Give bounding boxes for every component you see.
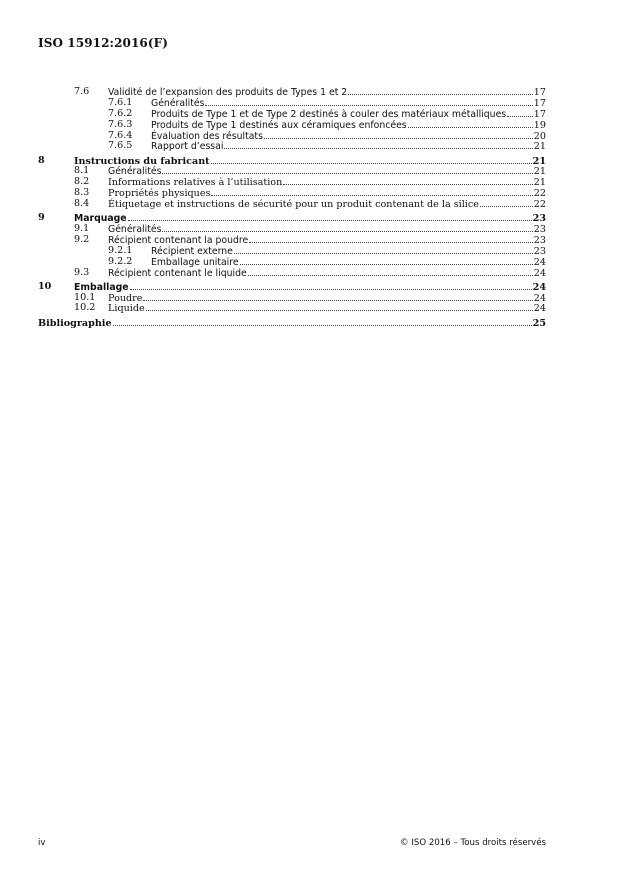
dot-leader [130,282,532,290]
toc-entry[interactable] [38,177,546,188]
dot-leader [162,224,532,232]
dot-leader [234,246,533,254]
toc-entry-title: Récipient contenant le liquide [108,267,247,279]
toc-entry-page: 24 [533,267,546,279]
toc-entry[interactable] [38,224,546,235]
toc-entry-title: Marquage [74,213,127,225]
toc-entry-page: 17 [533,97,546,109]
toc-entry[interactable] [38,188,546,199]
toc-entry-title: Généralités [108,166,162,178]
dot-leader [224,141,532,149]
toc-entry-number: 7.6.5 [108,140,133,152]
dot-leader [264,131,533,139]
toc-entry-number: 9.3 [74,266,90,278]
toc-entry-number: 9.2 [74,233,90,245]
toc-entry-title: Instructions du fabricant [74,155,210,167]
toc-entry-title: Récipient contenant la poudre [108,234,249,246]
dot-leader [146,303,533,311]
toc-entry-number: 8.4 [74,198,90,210]
toc-entry-page: 21 [533,166,546,178]
toc-entry-line [108,199,546,211]
toc-entry-page: 23 [532,213,546,225]
toc-entry-number: 7.6.3 [108,118,133,130]
toc-entry[interactable] [38,156,546,167]
dot-leader [507,109,533,117]
toc-entry-title: Bibliographie [38,317,112,329]
toc-entry-number: 7.6.2 [108,107,133,119]
toc-entry-number: 7.6 [74,86,90,97]
toc-entry-title: Validité de l’expansion des produits de Types 1 et 2 [108,87,348,98]
toc-entry-number: 10.1 [74,291,96,303]
toc-entry-number: 9.1 [74,223,90,235]
toc-entry-page: 21 [533,177,546,189]
toc-entry-line [108,303,546,315]
toc-entry-page: 24 [532,281,546,293]
toc-entry[interactable] [38,293,546,304]
toc-entry-page: 25 [532,317,546,329]
toc-entry-page: 21 [532,155,546,167]
toc-entry[interactable] [38,199,546,210]
toc-entry-title: Poudre [108,292,143,304]
toc-entry-number: 8.3 [74,187,90,199]
dot-leader [211,188,532,196]
toc-entry-page: 22 [533,199,546,211]
toc-entry[interactable] [38,141,546,152]
toc-entry-page: 23 [533,245,546,257]
toc-entry-page: 19 [533,119,546,131]
toc-entry-title: Étiquetage et instructions de sécurité pour un produit contenant de la silice [108,199,479,211]
toc-entry-number: 7.6.4 [108,129,133,141]
dot-leader [205,98,532,106]
toc-entry[interactable] [38,166,546,177]
toc-entry-page: 22 [533,188,546,200]
toc-entry-page: 23 [533,234,546,246]
toc-entry-number: 10 [38,280,52,292]
toc-entry-number: 9.2.2 [108,255,133,267]
dot-leader [128,213,532,221]
dot-leader [240,257,533,265]
toc-entry-title: Généralités [108,224,162,236]
toc-entry-number: 10.2 [74,302,96,314]
dot-leader [211,156,532,164]
toc-entry-page: 17 [533,108,546,120]
dot-leader [348,87,533,95]
toc-entry-title: Évaluation des résultats [151,130,263,142]
dot-leader [408,120,533,128]
toc-entry-number: 8 [38,154,45,166]
toc-entry-title: Propriétés physiques [108,188,211,200]
toc-entry-page: 24 [533,292,546,304]
toc-entry-number: 7.6.1 [108,96,133,108]
toc-entry-title: Généralités [151,97,205,109]
toc-entry-number: 9.2.1 [108,244,133,256]
toc-entry-page: 24 [533,303,546,315]
toc-entry-page: 24 [533,256,546,268]
copyright-notice: © ISO 2016 – Tous droits réservés [400,838,546,848]
toc-entry-page: 20 [533,130,546,142]
toc-entry-title: Produits de Type 1 destinés aux céramiques enfoncées [151,119,407,131]
toc-entry-title: Emballage [74,281,129,293]
dot-leader [143,293,532,301]
toc-entry[interactable] [38,282,546,293]
dot-leader [283,177,533,185]
toc-entry-title: Produits de Type 1 et de Type 2 destinés à couler des matériaux métalliques [151,108,507,120]
toc-entry[interactable] [38,303,546,314]
page-number: iv [38,838,46,848]
table-of-contents [38,87,546,328]
toc-entry-number: 8.1 [74,165,90,177]
toc-entry-line [38,318,546,330]
toc-entry-title: Emballage unitaire [151,256,239,268]
toc-entry-title: Liquide [108,303,145,315]
toc-entry-title: Informations relatives à l’utilisation [108,177,283,189]
toc-entry-page: 23 [533,224,546,236]
document-id-header: ISO 15912:2016(F) [38,36,169,50]
toc-entry[interactable] [38,213,546,224]
toc-entry[interactable] [38,120,546,131]
toc-entry-page: 21 [533,141,546,153]
toc-entry-title: Rapport d’essai [151,141,224,153]
toc-entry[interactable] [38,257,546,268]
dot-leader [249,235,533,243]
dot-leader [248,268,533,276]
toc-entry-line [108,268,546,280]
toc-entry[interactable] [38,318,546,329]
toc-entry-number: 9 [38,212,45,224]
toc-entry-title: Récipient externe [151,245,233,257]
toc-entry-number: 8.2 [74,176,90,188]
dot-leader [113,318,532,326]
dot-leader [480,199,533,207]
toc-entry[interactable] [38,268,546,279]
toc-entry-line [151,141,546,153]
dot-leader [162,166,532,174]
toc-entry-page: 17 [533,87,546,98]
